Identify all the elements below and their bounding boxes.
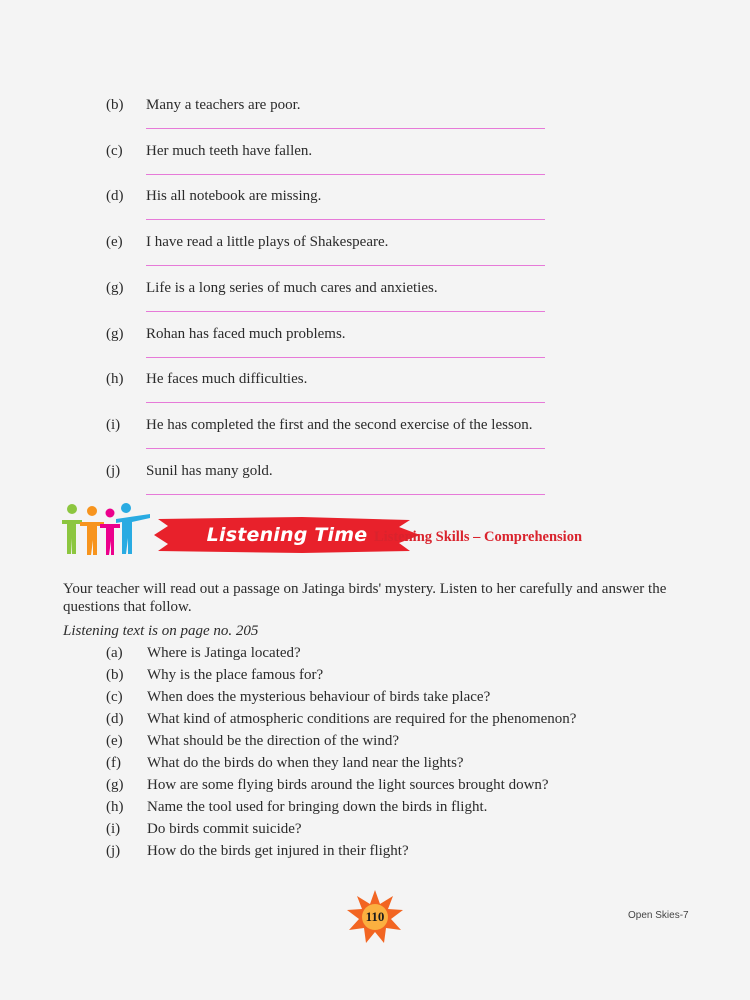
- item-sentence: Life is a long series of much cares and anxieties.: [146, 280, 438, 296]
- exercise-item: [0, 142, 750, 172]
- question-text: What kind of atmospheric conditions are required for the phenomenon?: [147, 711, 577, 727]
- question-letter: (b): [106, 667, 124, 683]
- item-sentence: Sunil has many gold.: [146, 463, 273, 479]
- item-letter: (g): [106, 280, 124, 296]
- question-text: How do the birds get injured in their flight?: [147, 843, 409, 859]
- question-item: [0, 710, 750, 730]
- item-letter: (d): [106, 188, 124, 204]
- item-letter: (c): [106, 143, 123, 159]
- question-letter: (e): [106, 733, 123, 749]
- question-item: [0, 842, 750, 862]
- answer-line[interactable]: [146, 402, 545, 403]
- section-subtitle: Listening Skills – Comprehension: [374, 529, 583, 545]
- item-letter: (g): [106, 326, 124, 342]
- answer-line[interactable]: [146, 128, 545, 129]
- question-letter: (a): [106, 645, 123, 661]
- question-item: [0, 688, 750, 708]
- exercise-item: [0, 325, 750, 355]
- question-text: Do birds commit suicide?: [147, 821, 302, 837]
- answer-line[interactable]: [146, 174, 545, 175]
- answer-line[interactable]: [146, 265, 545, 266]
- question-item: [0, 820, 750, 840]
- question-item: [0, 666, 750, 686]
- book-title: Open Skies-7: [628, 910, 689, 921]
- question-text: Why is the place famous for?: [147, 667, 324, 683]
- question-text: When does the mysterious behaviour of birds take place?: [147, 689, 491, 705]
- question-letter: (c): [106, 689, 123, 705]
- question-letter: (j): [106, 843, 121, 859]
- question-text: Where is Jatinga located?: [147, 645, 301, 661]
- question-text: What do the birds do when they land near the lights?: [147, 755, 464, 771]
- item-sentence: Rohan has faced much problems.: [146, 326, 346, 342]
- question-item: [0, 754, 750, 774]
- item-letter: (j): [106, 463, 121, 479]
- question-item: [0, 644, 750, 664]
- exercise-item: [0, 279, 750, 309]
- page-number-badge: [346, 890, 404, 944]
- page-number: 110: [365, 909, 385, 924]
- answer-line[interactable]: [146, 219, 545, 220]
- section-title: Listening Time: [206, 524, 368, 546]
- question-letter: (d): [106, 711, 124, 727]
- answer-line[interactable]: [146, 311, 545, 312]
- answer-line[interactable]: [146, 357, 545, 358]
- item-letter: (i): [106, 417, 121, 433]
- item-sentence: He has completed the first and the second exercise of the lesson.: [146, 417, 533, 433]
- instructions: Your teacher will read out a passage on Jatinga birds' mystery. Listen to her carefully and answer the questions that follow.: [63, 581, 667, 615]
- item-sentence: He faces much difficulties.: [146, 371, 308, 387]
- exercise-item: [0, 370, 750, 400]
- item-sentence: I have read a little plays of Shakespeare.: [146, 234, 389, 250]
- exercise-item: [0, 96, 750, 126]
- question-item: [0, 732, 750, 752]
- item-sentence: Many a teachers are poor.: [146, 97, 301, 113]
- item-sentence: His all notebook are missing.: [146, 188, 322, 204]
- question-letter: (h): [106, 799, 124, 815]
- exercise-item: [0, 462, 750, 492]
- question-item: [0, 798, 750, 818]
- people-holding-hands-icon: [60, 500, 152, 558]
- answer-line[interactable]: [146, 448, 545, 449]
- exercise-item: [0, 416, 750, 446]
- answer-line[interactable]: [146, 494, 545, 495]
- exercise-item: [0, 233, 750, 263]
- question-letter: (g): [106, 777, 124, 793]
- question-text: How are some flying birds around the light sources brought down?: [147, 777, 549, 793]
- reference-note: Listening text is on page no. 205: [63, 623, 259, 639]
- item-sentence: Her much teeth have fallen.: [146, 143, 313, 159]
- item-letter: (h): [106, 371, 124, 387]
- question-item: [0, 776, 750, 796]
- exercise-item: [0, 187, 750, 217]
- question-letter: (f): [106, 755, 121, 771]
- item-letter: (b): [106, 97, 124, 113]
- item-letter: (e): [106, 234, 123, 250]
- question-letter: (i): [106, 821, 121, 837]
- section-banner: [60, 500, 660, 562]
- question-text: Name the tool used for bringing down the birds in flight.: [147, 799, 488, 815]
- question-text: What should be the direction of the wind?: [147, 733, 400, 749]
